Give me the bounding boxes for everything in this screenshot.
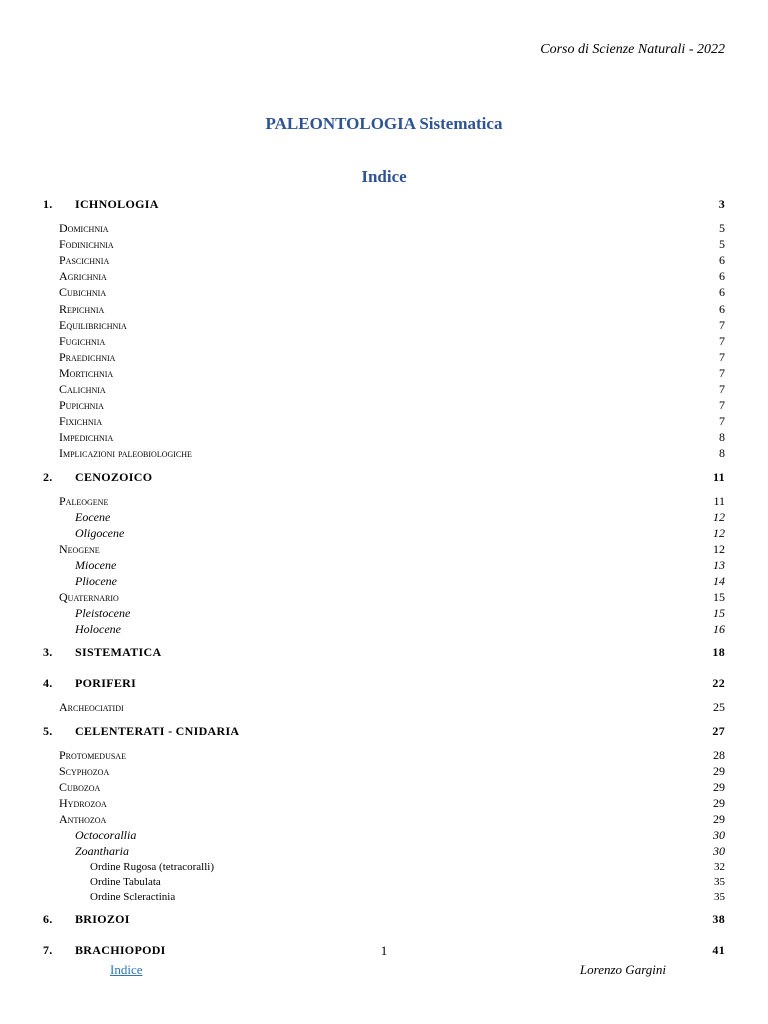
toc-entry-label: Fodinichnia <box>59 237 114 252</box>
toc-entry-label: Praedichnia <box>59 349 116 364</box>
toc-page-number: 27 <box>712 723 725 738</box>
toc-entry-label: Mortichnia <box>59 365 114 380</box>
toc-entry-row[interactable] <box>0 413 768 429</box>
toc-page-number: 13 <box>713 557 725 572</box>
toc-heading: Indice <box>361 167 407 186</box>
toc-page-number: 12 <box>713 541 725 556</box>
toc-entry-row[interactable] <box>0 445 768 461</box>
toc-entry-label: SISTEMATICA <box>75 645 162 660</box>
toc-chapter-row[interactable] <box>0 469 768 485</box>
toc-entry-row[interactable] <box>0 541 768 557</box>
toc-chapter-number: 7. <box>43 943 53 958</box>
toc-page-number: 5 <box>719 237 725 252</box>
toc-chapter-row[interactable] <box>0 911 768 927</box>
toc-page-number: 7 <box>719 365 725 380</box>
toc-entry-label: Calichnia <box>59 382 106 396</box>
toc-entry-label: CENOZOICO <box>75 469 153 484</box>
toc-entry-label: Protomedusae <box>59 747 126 762</box>
toc-page-number: 7 <box>719 349 725 364</box>
toc-entry-label: Quaternario <box>59 590 119 605</box>
toc-entry-row[interactable] <box>0 621 768 637</box>
toc-entry-label: Zoantharia <box>75 844 130 859</box>
toc-entry-row[interactable] <box>0 779 768 795</box>
toc-page-number: 7 <box>719 414 725 429</box>
toc-page-number: 15 <box>713 590 725 605</box>
toc-chapter-row[interactable] <box>0 644 768 660</box>
toc-entry-row[interactable] <box>0 268 768 284</box>
author-name: Lorenzo Gargini <box>579 962 666 977</box>
toc-page-number: 41 <box>712 943 725 958</box>
toc-chapter-number: 5. <box>43 723 53 738</box>
toc-page-number: 29 <box>713 795 725 810</box>
toc-entry-label: Agrichnia <box>59 269 107 284</box>
toc-page-number: 7 <box>719 333 725 348</box>
toc-page-number: 29 <box>713 811 725 826</box>
toc-entry-row[interactable] <box>0 874 768 890</box>
toc-entry-row[interactable] <box>0 317 768 333</box>
toc-page-number: 28 <box>713 747 725 762</box>
toc-entry-label: Pupichnia <box>59 398 104 413</box>
toc-page-number: 30 <box>713 828 725 842</box>
toc-page-number: 30 <box>713 844 725 859</box>
toc-entry-label: Repichnia <box>59 301 105 316</box>
toc-chapter-number: 4. <box>43 676 53 691</box>
toc-entry-label: Pleistocene <box>75 606 131 621</box>
toc-page-number: 29 <box>713 779 725 794</box>
toc-chapter-number: 3. <box>43 645 53 660</box>
toc-entry-label: BRIOZOI <box>75 912 130 927</box>
toc-page-number: 8 <box>719 446 725 461</box>
toc-chapter-number: 1. <box>43 197 53 211</box>
toc-page-number: 35 <box>714 891 725 904</box>
toc-page-number: 7 <box>719 317 725 332</box>
toc-page-number: 15 <box>713 606 725 621</box>
toc-entry-label: Octocorallia <box>75 828 137 842</box>
toc-entry-row[interactable] <box>0 220 768 236</box>
toc-entry-row[interactable] <box>0 843 768 859</box>
toc-entry-row[interactable] <box>0 349 768 365</box>
toc-entry-label: Scyphozoa <box>59 763 110 778</box>
toc-page-number: 11 <box>713 493 725 508</box>
toc-page-number: 12 <box>713 525 725 540</box>
toc-entry-row[interactable] <box>0 381 768 397</box>
toc-page-number: 12 <box>713 509 725 524</box>
index-link[interactable]: Indice <box>110 962 143 977</box>
toc-entry-row[interactable] <box>0 811 768 827</box>
toc-entry-row[interactable] <box>0 747 768 763</box>
toc-page-number: 22 <box>712 676 725 691</box>
toc-chapter-row[interactable] <box>0 675 768 691</box>
toc-entry-label: Fugichnia <box>59 333 106 348</box>
toc-entry-row[interactable] <box>0 889 768 905</box>
toc-page-number: 14 <box>713 574 725 588</box>
toc-entry-label: BRACHIOPODI <box>75 943 166 958</box>
toc-entry-label: Oligocene <box>75 525 125 540</box>
toc-entry-label: Impedichnia <box>59 430 114 445</box>
toc-page-number: 11 <box>713 469 725 484</box>
toc-entry-row[interactable] <box>0 509 768 525</box>
toc-page-number: 3 <box>718 197 725 211</box>
toc-entry-label: Fixichnia <box>59 414 103 429</box>
toc-entry-label: Ordine Tabulata <box>90 876 161 889</box>
toc-entry-label: Cubozoa <box>59 779 101 794</box>
document-title: PALEONTOLOGIA Sistematica <box>265 114 503 133</box>
toc-entry-row[interactable] <box>0 397 768 413</box>
toc-page-number: 18 <box>712 645 725 660</box>
toc-entry-row[interactable] <box>0 429 768 445</box>
toc-entry-row[interactable] <box>0 493 768 509</box>
toc-page-number: 25 <box>713 700 725 715</box>
toc-page-number: 6 <box>719 253 725 268</box>
toc-entry-row[interactable] <box>0 763 768 779</box>
toc-entry-label: Pliocene <box>75 574 117 588</box>
toc-page-number: 38 <box>712 912 725 927</box>
toc-page-number: 5 <box>719 221 725 235</box>
toc-entry-label: Pascichnia <box>59 253 110 268</box>
toc-entry-row[interactable] <box>0 589 768 605</box>
toc-entry-row[interactable] <box>0 301 768 317</box>
toc-page-number: 8 <box>719 430 725 445</box>
toc-entry-label: Paleogene <box>59 493 109 508</box>
toc-entry-label: Ordine Scleractinia <box>90 891 176 904</box>
toc-entry-label: Cubichnia <box>59 285 107 300</box>
toc-entry-label: PORIFERI <box>75 676 137 691</box>
toc-entry-label: Implicazioni paleobiologiche <box>59 446 192 461</box>
toc-entry-row[interactable] <box>0 699 768 715</box>
toc-entry-label: Equilibrichnia <box>59 317 127 332</box>
toc-entry-row[interactable] <box>0 333 768 349</box>
toc-page-number: 7 <box>719 398 725 413</box>
toc-page-number: 6 <box>719 285 725 300</box>
toc-page-number: 16 <box>713 622 725 637</box>
toc-entry-label: Ordine Rugosa (tetracoralli) <box>90 861 215 874</box>
toc-chapter-number: 6. <box>43 912 53 927</box>
toc-entry-label: CELENTERATI - CNIDARIA <box>75 723 240 738</box>
course-header: Corso di Scienze Naturali - 2022 <box>540 42 725 57</box>
toc-page-number: 35 <box>714 876 725 889</box>
toc-entry-row[interactable] <box>0 573 768 589</box>
toc-entry-label: Miocene <box>75 557 117 572</box>
toc-entry-row[interactable] <box>0 525 768 541</box>
toc-page-number: 7 <box>719 382 725 396</box>
toc-chapter-row[interactable] <box>0 196 768 212</box>
toc-chapter-row[interactable] <box>0 723 768 739</box>
toc-entry-row[interactable] <box>0 284 768 300</box>
toc-entry-row[interactable] <box>0 827 768 843</box>
toc-entry-row[interactable] <box>0 236 768 252</box>
page-number: 1 <box>380 943 388 958</box>
toc-entry-label: Neogene <box>59 541 100 556</box>
toc-entry-label: Domichnia <box>59 221 109 235</box>
toc-page-number: 29 <box>713 763 725 778</box>
toc-entry-label: Archeociatidi <box>59 700 124 715</box>
toc-entry-row[interactable] <box>0 605 768 621</box>
toc-entry-row[interactable] <box>0 557 768 573</box>
toc-entry-label: Eocene <box>75 509 111 524</box>
toc-entry-row[interactable] <box>0 795 768 811</box>
toc-entry-row[interactable] <box>0 859 768 875</box>
toc-entry-row[interactable] <box>0 252 768 268</box>
toc-entry-label: Holocene <box>75 622 121 637</box>
toc-entry-label: Anthozoa <box>59 811 107 826</box>
toc-page-number: 6 <box>719 301 725 316</box>
toc-entry-label: ICHNOLOGIA <box>75 197 159 211</box>
toc-entry-label: Hydrozoa <box>59 795 107 810</box>
toc-entry-row[interactable] <box>0 365 768 381</box>
toc-page-number: 6 <box>719 269 725 284</box>
toc-chapter-number: 2. <box>43 469 53 484</box>
toc-page-number: 32 <box>714 861 725 874</box>
